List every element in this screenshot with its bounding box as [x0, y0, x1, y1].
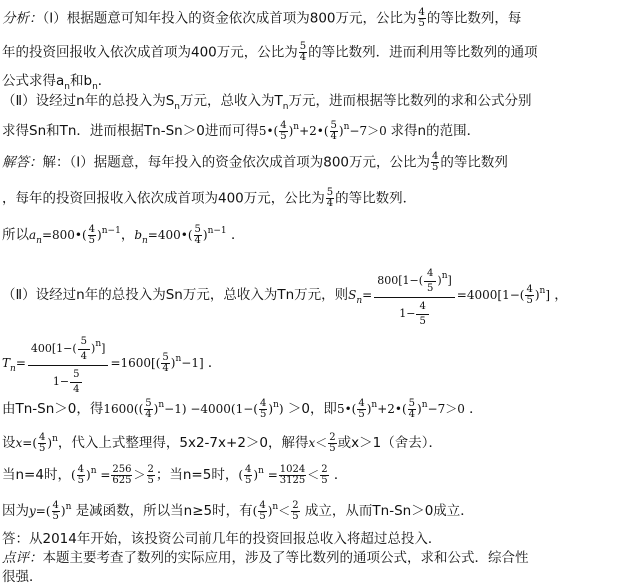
answer-line-5: $T_n=$ 400[1−( $\frac{5}{4}$ )$^n$] 1− $\frac{5}{4}$ =1600[( $\frac{5}{4}$ )$^n$−1] ．: [2, 330, 221, 396]
tn-fraction: 400[1−( $\frac{5}{4}$ )$^n$] 1− $\frac{5}{4}$: [28, 330, 109, 396]
comment-line-1: 点评：本题主要考查了数列的实际应用，涉及了等比数列的通项公式，求和公式．综合性: [2, 550, 529, 566]
analysis-label: 分析：: [2, 10, 43, 27]
fraction-5-4: $\frac{5}{4}$: [299, 41, 307, 63]
analysis-line-4: （Ⅱ）设经过n年的总投入为$S_n$万元，总收入为$T_n$万元，进而根据等比数列的求和公式分别: [2, 93, 532, 112]
answer-line-6: 由Tn-Sn＞0，得1600(( $\frac{5}{4}$ )$^n$−1) −4000(1−( $\frac{4}{5}$ )$^n$) ＞0，即5•( $\frac{4}{5}$ )$^n$+2•( $\frac{5}{4}$ )$^n$−7＞0 ．: [2, 398, 483, 420]
answer-line-4: （Ⅱ）设经过n年的总投入为Sn万元，总收入为Tn万元，则$S_n=$ 800[1−( $\frac{4}{5}$ )$^n$] 1− $\frac{4}{5}$ =4000[1−( $\frac{4}{5}$ )$^n$] ，: [2, 262, 568, 328]
answer-label: 解答：: [2, 154, 43, 171]
answer-line-8: 当n=4时，( $\frac{4}{5}$ )$^n$ = $\frac{256}{625}$ ＞ $\frac{2}{5}$ ；当n=5时，( $\frac{4}{5}$ )$^n$ = $\frac{1024}{3125}$ ＜ $\frac{2}{5}$ ．: [2, 464, 348, 486]
comment-label: 点评：: [2, 550, 43, 566]
analysis-line-1: 分析：（Ⅰ）根据题意可知年投入的资金依次成首项为800万元，公比为 $\frac{4}{5}$ 的等比数列，每: [2, 7, 522, 29]
answer-line-1: 解答：解：（Ⅰ）据题意，每年投入的资金依次成首项为800万元，公比为 $\frac{4}{5}$ 的等比数列: [2, 151, 508, 173]
answer-line-2: ，每年的投资回报收入依次成首项为400万元，公比为 $\frac{5}{4}$ 的等比数列．: [2, 187, 417, 209]
answer-line-9: 因为y=( $\frac{4}{5}$ )$^n$ 是减函数，所以当n≥5时，有( $\frac{4}{5}$ )$^n$＜ $\frac{2}{5}$ 成立，从而Tn-Sn＞0成立．: [2, 500, 474, 522]
inequality-formula: 5•( $\frac{4}{5}$ )$^n$+2•( $\frac{5}{4}$ )$^n$−7＞0: [258, 120, 391, 142]
fraction-4-5: $\frac{4}{5}$: [418, 7, 425, 29]
sn-fraction: 800[1−( $\frac{4}{5}$ )$^n$] 1− $\frac{4}{5}$: [374, 262, 455, 328]
answer-line-7: 设x=( $\frac{4}{5}$ )$^n$，代入上式整理得，5x2-7x+2＞0，解得x＜ $\frac{2}{5}$ 或x＞1（舍去）．: [2, 432, 443, 454]
analysis-line-2: 年的投资回报收入依次成首项为400万元，公比为 $\frac{5}{4}$ 的等比数列．进而利用等比数列的通项: [2, 41, 538, 63]
analysis-line-3: 公式求得$a_n$和$b_n$．: [2, 73, 112, 92]
answer-line-3: 所以$a_n=800•$( $\frac{4}{5}$ )$^{n-1}$，$b_n=400•$( $\frac{5}{4}$ )$^{n-1}$ ．: [2, 224, 245, 246]
analysis-line-5: 求得Sn和Tn．进而根据Tn-Sn＞0进而可得5•( $\frac{4}{5}$ )$^n$+2•( $\frac{5}{4}$ )$^n$−7＞0 求得n的范围．: [2, 120, 481, 142]
comment-line-2: 很强．: [2, 569, 43, 585]
answer-conclusion: 答：从2014年开始，该投资公司前几年的投资回报总收入将超过总投入．: [2, 531, 442, 547]
